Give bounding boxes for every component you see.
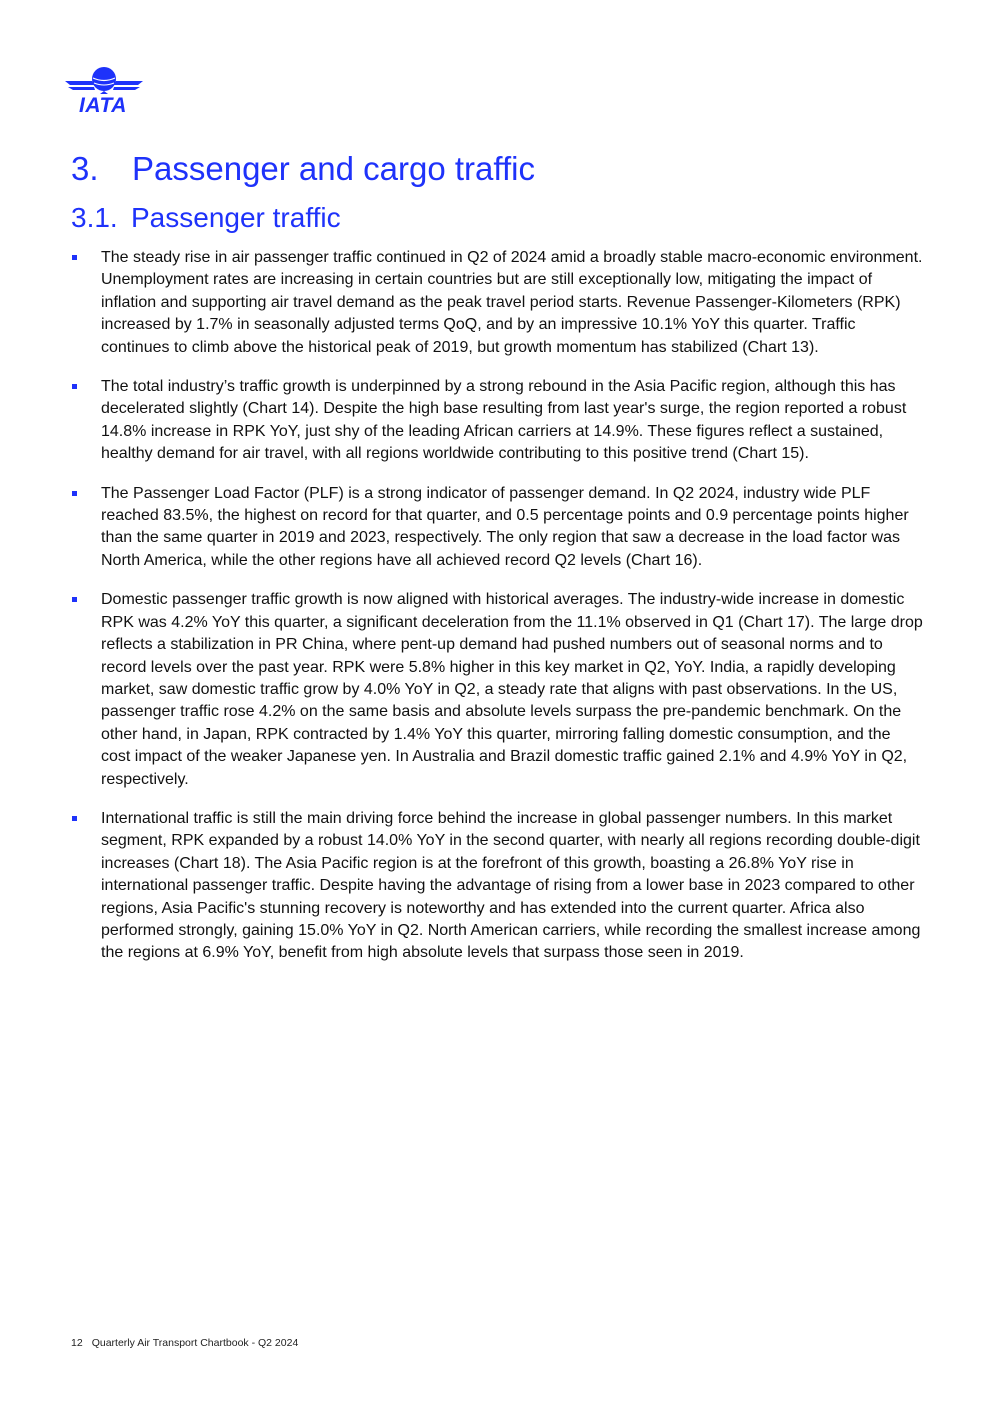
- section-title: Passenger and cargo traffic: [132, 150, 535, 187]
- bullet-text: Domestic passenger traffic growth is now aligned with historical averages. The industry-wide increase in domestic RPK was 4.2% YoY this quarter, a significant deceleration from the 11.1% observed in Q1 (Chart 17). The large drop reflects a stabilization in PR China, where pent-up demand had pushed numbers out of seasonal norms and to record levels over the past year. RPK were 5.8% higher in this key market in Q2, YoY. India, a rapidly developing market, saw domestic traffic grow by 4.0% YoY in Q2, a steady rate that aligns with past observations. In the US, passenger traffic rose 4.2% on the same basis and absolute levels surpass the pre-pandemic benchmark. On the other hand, in Japan, RPK contracted by 1.4% YoY this quarter, mirroring falling domestic consumption, and the cost impact of the weaker Japanese yen. In Australia and Brazil domestic traffic gained 2.1% and 4.9% YoY in Q2, respectively.: [101, 591, 923, 788]
- page-footer: [71, 1336, 298, 1350]
- bullet-square-icon: [72, 597, 77, 602]
- bullet-list: [71, 247, 923, 982]
- list-item: [71, 808, 923, 965]
- footer-title: Quarterly Air Transport Chartbook - Q2 2024: [91, 1337, 299, 1349]
- bullet-text: The Passenger Load Factor (PLF) is a strong indicator of passenger demand. In Q2 2024, industry wide PLF reached 83.5%, the highest on record for that quarter, and 0.5 percentage points and 0.9 percentage points higher than the same quarter in 2019 and 2023, respectively. The only region that saw a decrease in the load factor was North America, while the other regions have all achieved record Q2 levels (Chart 16).: [101, 484, 909, 569]
- subsection-title: Passenger traffic: [131, 202, 341, 233]
- logo-text: IATA: [79, 94, 127, 117]
- subsection-heading: [71, 200, 341, 236]
- list-item: [71, 247, 923, 359]
- subsection-number: 3.1.: [71, 202, 118, 233]
- list-item: [71, 483, 923, 573]
- bullet-text: The total industry’s traffic growth is underpinned by a strong rebound in the Asia Pacific region, although this has decelerated slightly (Chart 14). Despite the high base resulting from last year's surge, the region reported a robust 14.8% increase in RPK YoY, just shy of the leading African carriers at 14.9%. These figures reflect a sustained, healthy demand for air travel, with all regions worldwide contributing to this positive trend (Chart 15).: [101, 378, 907, 463]
- section-heading: [71, 148, 535, 190]
- bullet-square-icon: [72, 491, 77, 496]
- bullet-square-icon: [72, 816, 77, 821]
- bullet-square-icon: [72, 384, 77, 389]
- iata-logo: [64, 66, 144, 116]
- list-item: [71, 589, 923, 791]
- bullet-text: International traffic is still the main driving force behind the increase in global passenger numbers. In this market segment, RPK expanded by a robust 14.0% YoY in the second quarter, with nearly all regions recording double-digit increases (Chart 18). The Asia Pacific region is at the forefront of this growth, boasting a 26.8% YoY rise in international passenger traffic. Despite having the advantage of rising from a lower base in 2023 compared to other regions, Asia Pacific's stunning recovery is noteworthy and has extended into the current quarter. Africa also performed strongly, gaining 15.0% YoY in Q2. North American carriers, while recording the smallest increase among the regions at 6.9% YoY, benefit from high absolute levels that surpass those seen in 2019.: [101, 809, 921, 962]
- bullet-square-icon: [72, 255, 77, 260]
- section-number: 3.: [71, 150, 99, 187]
- bullet-text: The steady rise in air passenger traffic continued in Q2 of 2024 amid a broadly stable macro-economic environment. Unemployment rates are increasing in certain countries but are still exceptionally low, mitigating the impact of inflation and supporting air travel demand as the peak travel period starts. Revenue Passenger-Kilometers (RPK) increased by 1.7% in seasonally adjusted terms QoQ, and by an impressive 10.1% YoY this quarter. Traffic continues to climb above the historical peak of 2019, but growth momentum has stabilized (Chart 13).: [101, 249, 923, 356]
- list-item: [71, 376, 923, 466]
- page-number: 12: [71, 1337, 83, 1349]
- globe-wings-icon: [64, 66, 144, 96]
